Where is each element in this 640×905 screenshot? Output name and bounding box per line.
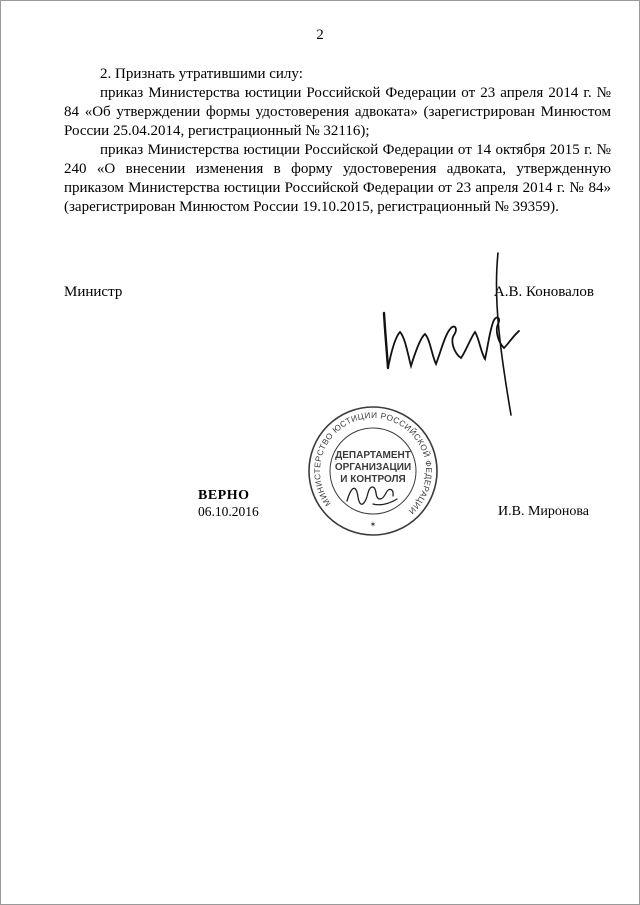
- minister-title: Министр: [64, 284, 123, 300]
- verno-date: 06.10.2016: [198, 504, 259, 519]
- paragraph: приказ Министерства юстиции Российской Федерации от 14 октября 2015 г. № 240 «О внесении изменения в форму удостоверения адвоката, утвержденную приказом Министерства юстиции Российской Федерации от 23 апреля 2014 г. № 84» (зарегистрирован Минюстом России 19.10.2015, регистрационный № 39359).: [64, 142, 611, 215]
- minister-name: А.В. Коновалов: [493, 284, 594, 300]
- page-number: 2: [316, 27, 324, 43]
- stamp-center-line: ДЕПАРТАМЕНТ: [335, 450, 411, 461]
- minister-signature: [384, 253, 519, 415]
- stamp-star-icon: ✶: [369, 520, 377, 529]
- certification-block: [198, 488, 259, 520]
- stamp-ring-text: МИНИСТЕРСТВО ЮСТИЦИИ РОССИЙСКОЙ ФЕДЕРАЦИИ: [311, 409, 435, 517]
- certifier-name: И.В. Миронова: [498, 504, 590, 519]
- official-stamp: [306, 404, 440, 538]
- paragraph: приказ Министерства юстиции Российской Федерации от 23 апреля 2014 г. № 84 «Об утверждении формы удостоверения адвоката» (зарегистрирован Минюстом России 25.04.2014, регистрационный № 32116);: [64, 85, 611, 139]
- signature-row: [64, 284, 594, 301]
- verno-label: ВЕРНО: [198, 488, 250, 503]
- paragraph: 2. Признать утратившими силу:: [100, 66, 303, 82]
- stamp-center-line: И КОНТРОЛЯ: [340, 474, 406, 485]
- stamp-center-line: ОРГАНИЗАЦИИ: [334, 462, 412, 473]
- document-body: [64, 65, 611, 217]
